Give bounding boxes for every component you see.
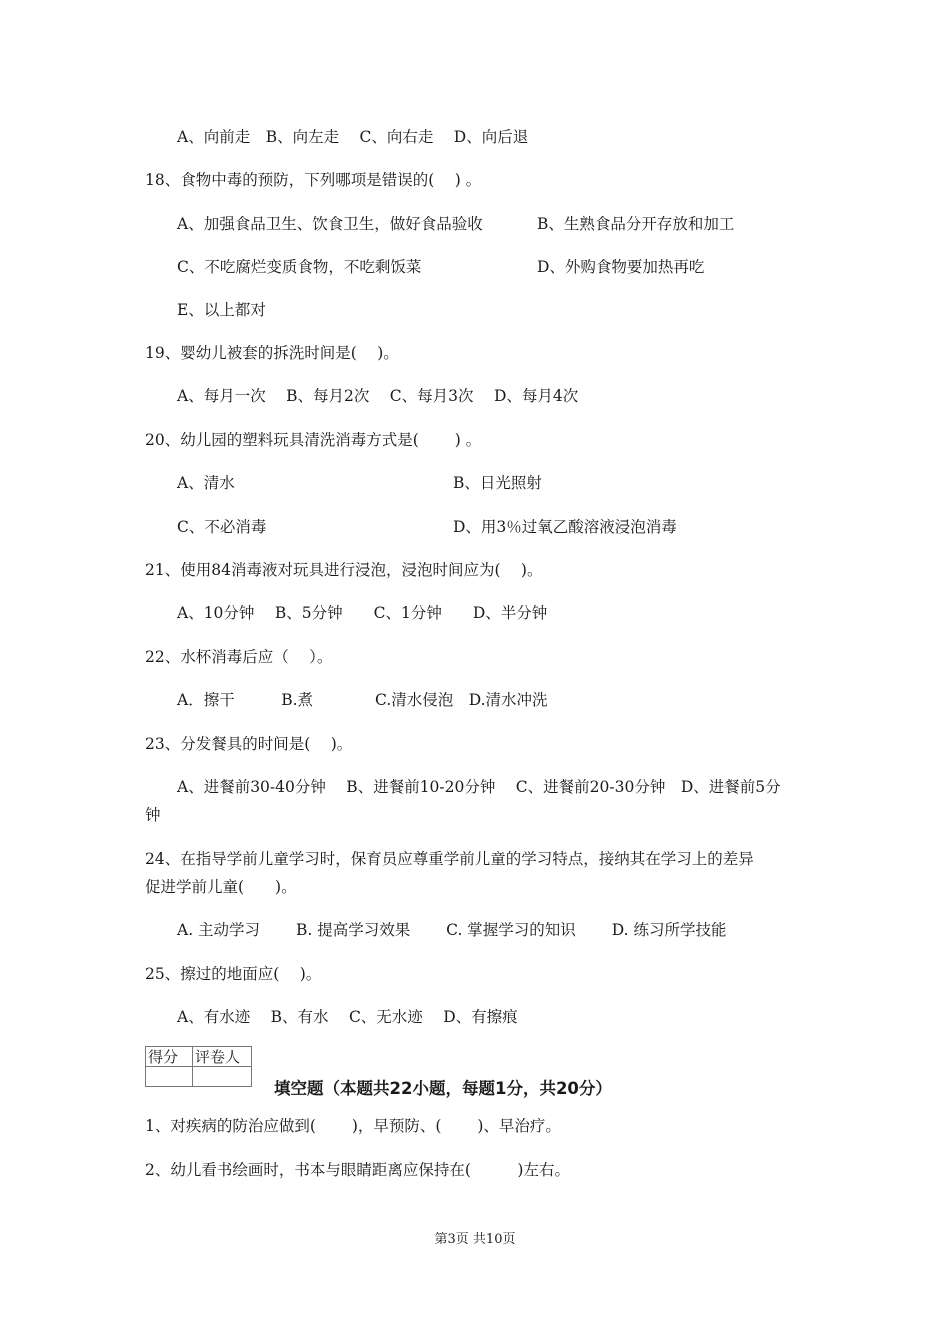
score-label: 得分 [146,1047,193,1067]
q21-options: A、10分钟 B、5分钟 C、1分钟 D、半分钟 [177,604,548,622]
grader-cell [193,1067,252,1087]
q22-options: A．擦干 B.煮 C.清水侵泡 D.清水冲洗 [177,691,548,709]
score-cell [146,1067,193,1087]
fill-question-2: 2、幼儿看书绘画时，书本与眼睛距离应保持在( )左右。 [145,1161,570,1179]
grader-label: 评卷人 [193,1047,252,1067]
q23-options: A、进餐前30-40分钟 B、进餐前10-20分钟 C、进餐前20-30分钟 D、进餐前5分 [177,778,781,796]
q20-option-d: D、用3％过氧乙酸溶液浸泡消毒 [453,518,677,536]
q20-stem: 20、幼儿园的塑料玩具清洗消毒方式是( ) 。 [145,431,482,449]
q23-stem: 23、分发餐具的时间是( )。 [145,735,353,753]
q25-options: A、有水迹 B、有水 C、无水迹 D、有擦痕 [177,1008,518,1026]
score-table [145,1046,252,1087]
q18-option-e: E、以上都对 [177,301,266,319]
q18-stem: 18、食物中毒的预防，下列哪项是错误的( ) 。 [145,171,482,189]
q20-option-b: B、日光照射 [453,474,542,492]
q18-option-c: C、不吃腐烂变质食物，不吃剩饭菜 [177,258,422,276]
q21-stem: 21、使用84消毒液对玩具进行浸泡，浸泡时间应为( )。 [145,561,543,579]
q24-options: A. 主动学习 B. 提高学习效果 C. 掌握学习的知识 D. 练习所学技能 [177,921,727,939]
q18-option-d: D、外购食物要加热再吃 [537,258,705,276]
q18-option-b: B、生熟食品分开存放和加工 [537,215,735,233]
q24-stem: 24、在指导学前儿童学习时，保育员应尊重学前儿童的学习特点，接纳其在学习上的差异 [145,850,754,868]
q25-stem: 25、擦过的地面应( )。 [145,965,322,983]
fill-question-1: 1、对疾病的防治应做到( )，早预防、( )、早治疗。 [145,1117,561,1135]
q19-stem: 19、婴幼儿被套的拆洗时间是( )。 [145,344,399,362]
q20-option-c: C、不必消毒 [177,518,267,536]
q20-option-a: A、清水 [177,474,235,492]
page-footer: 第3页 共10页 [434,1232,516,1247]
q24-stem-continuation: 促进学前儿童( )。 [145,878,297,896]
q22-stem: 22、水杯消毒后应（ ）。 [145,648,333,666]
section-title: 填空题（本题共22小题，每题1分，共20分） [274,1079,612,1098]
q18-option-a: A、加强食品卫生、饮食卫生，做好食品验收 [177,215,483,233]
q17-options: A、向前走 B、向左走 C、向右走 D、向后退 [177,128,529,146]
q23-options-continuation: 钟 [145,806,161,824]
q19-options: A、每月一次 B、每月2次 C、每月3次 D、每月4次 [177,387,579,405]
